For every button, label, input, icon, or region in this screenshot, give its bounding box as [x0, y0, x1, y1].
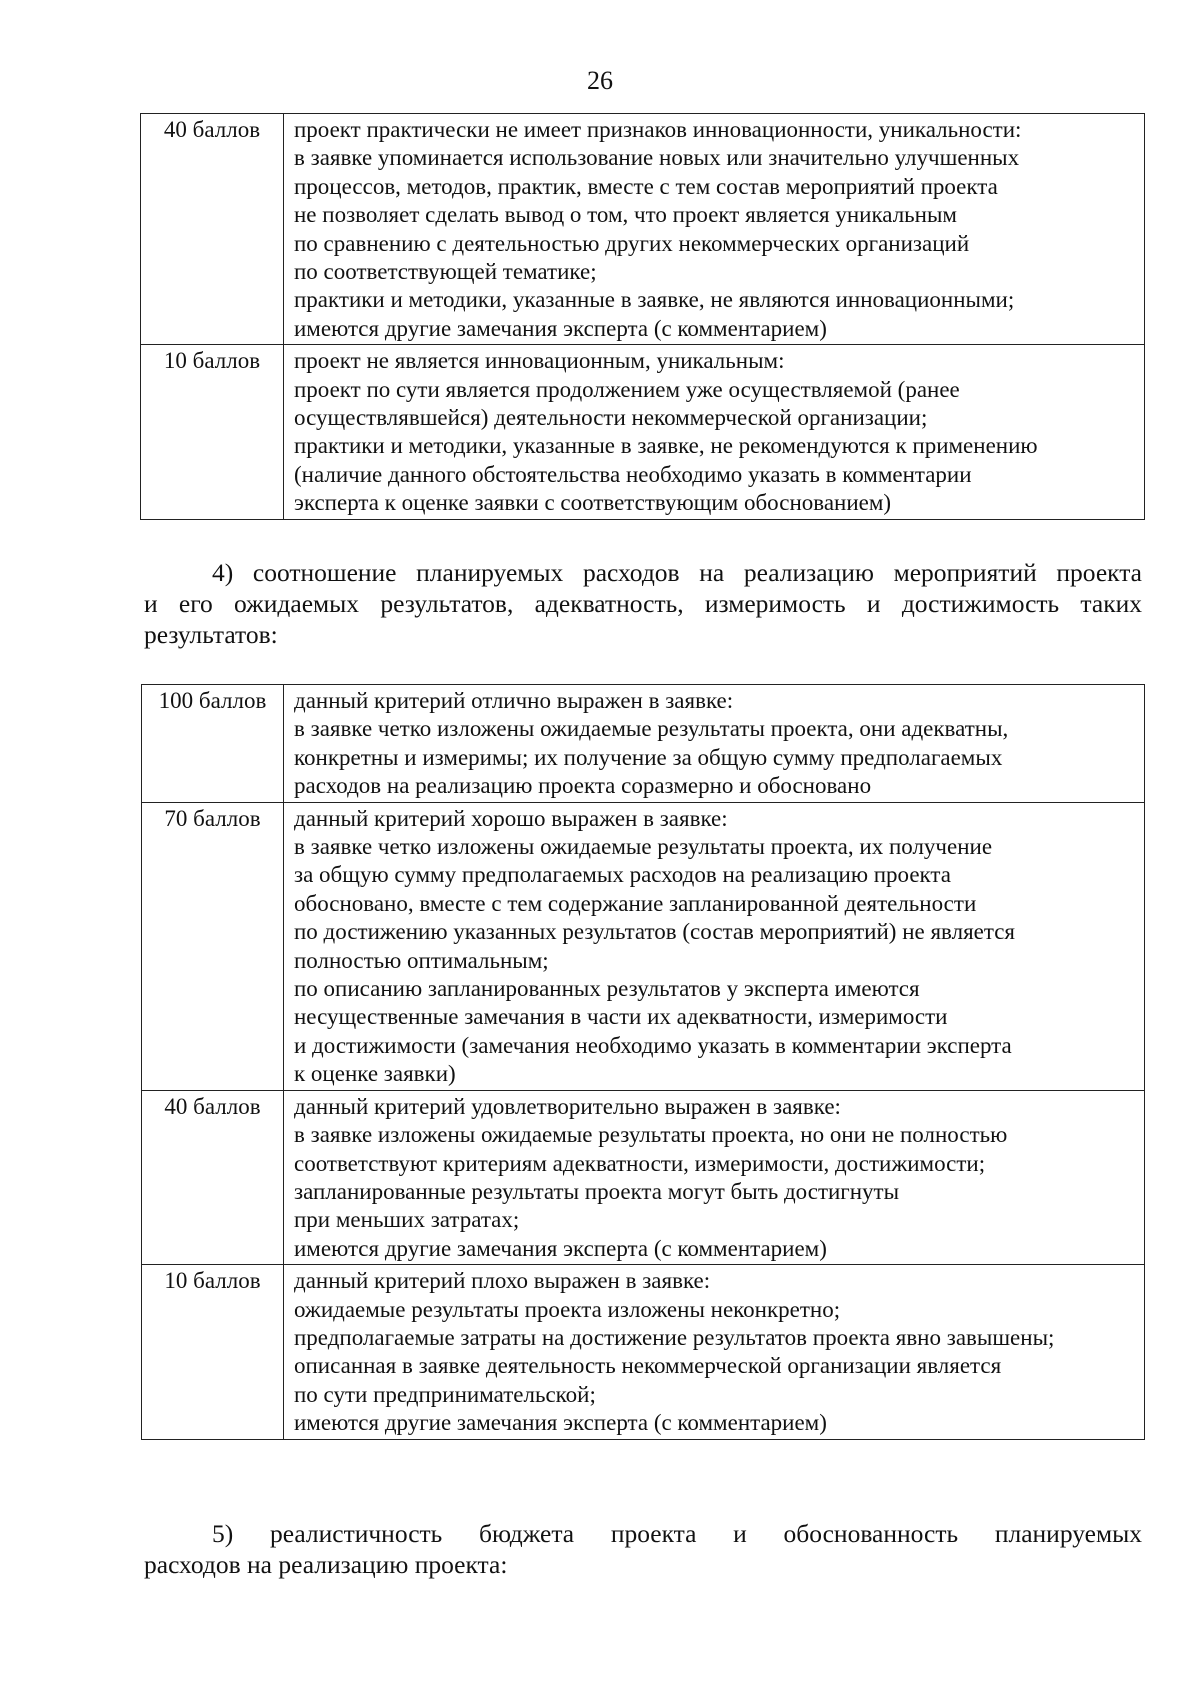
- description-line: эксперта к оценке заявки с соответствующим обоснованием): [294, 490, 892, 516]
- criteria-table-innovation: [140, 113, 1145, 520]
- description-line: имеются другие замечания эксперта (с комментарием): [294, 1235, 827, 1261]
- description-line: по сравнению с деятельностью других некоммерческих организаций: [294, 230, 970, 256]
- criterion-4-paragraph: [144, 557, 1142, 650]
- score-cell: 40 баллов: [141, 114, 284, 345]
- criterion-5-paragraph: [144, 1518, 1142, 1580]
- description-line: запланированные результаты проекта могут быть достигнуты: [294, 1178, 900, 1204]
- description-line: по сути предпринимательской;: [294, 1381, 596, 1407]
- paragraph-line: 4) соотношение планируемых расходов на реализацию мероприятий проекта: [212, 558, 1142, 587]
- description-line: данный критерий удовлетворительно выражен в заявке:: [294, 1093, 841, 1119]
- description-cell: [284, 1265, 1145, 1439]
- description-line: в заявке упоминается использование новых или значительно улучшенных: [294, 145, 1020, 171]
- description-line: к оценке заявки): [294, 1061, 456, 1087]
- description-line: данный критерий хорошо выражен в заявке:: [294, 805, 728, 831]
- description-cell: [284, 802, 1145, 1090]
- description-line: обосновано, вместе с тем содержание запланированной деятельности: [294, 890, 977, 916]
- description-line: проект не является инновационным, уникальным:: [294, 348, 785, 374]
- score-cell: 40 баллов: [142, 1090, 284, 1264]
- score-cell: 100 баллов: [142, 685, 284, 803]
- description-line: в заявке четко изложены ожидаемые результаты проекта, они адекватны,: [294, 716, 1009, 742]
- criteria-table-results: [141, 684, 1145, 1440]
- paragraph-line: расходов на реализацию проекта:: [144, 1550, 508, 1579]
- description-line: несущественные замечания в части их адекватности, измеримости: [294, 1004, 948, 1030]
- description-line: данный критерий плохо выражен в заявке:: [294, 1268, 711, 1294]
- description-cell: [284, 345, 1145, 519]
- description-cell: [284, 114, 1145, 345]
- description-line: осуществлявшейся) деятельности некоммерческой организации;: [294, 405, 928, 431]
- description-cell: [284, 1090, 1145, 1264]
- description-line: в заявке изложены ожидаемые результаты проекта, но они не полностью: [294, 1122, 1008, 1148]
- description-line: описанная в заявке деятельность некоммерческой организации является: [294, 1353, 1002, 1379]
- description-line: проект по сути является продолжением уже осуществляемой (ранее: [294, 376, 960, 402]
- description-line: данный критерий отлично выражен в заявке:: [294, 688, 734, 713]
- description-line: практики и методики, указанные в заявке, не являются инновационными;: [294, 287, 1015, 313]
- score-cell: 10 баллов: [141, 345, 284, 519]
- description-line: по достижению указанных результатов (состав мероприятий) не является: [294, 919, 1015, 945]
- description-line: соответствуют критериям адекватности, измеримости, достижимости;: [294, 1150, 986, 1176]
- description-cell: [284, 685, 1145, 803]
- table-row: [142, 802, 1145, 1090]
- table-row: [142, 685, 1145, 803]
- description-line: по соответствующей тематике;: [294, 259, 597, 285]
- description-line: имеются другие замечания эксперта (с комментарием): [294, 315, 827, 341]
- description-line: имеются другие замечания эксперта (с комментарием): [294, 1410, 827, 1436]
- page-number: 26: [587, 66, 613, 95]
- description-line: не позволяет сделать вывод о том, что проект является уникальным: [294, 202, 957, 228]
- description-line: (наличие данного обстоятельства необходимо указать в комментарии: [294, 461, 972, 487]
- description-line: проект практически не имеет признаков инновационности, уникальности:: [294, 117, 1022, 142]
- paragraph-line: и его ожидаемых результатов, адекватность, измеримость и достижимость таких: [144, 589, 1142, 618]
- description-line: и достижимости (замечания необходимо указать в комментарии эксперта: [294, 1032, 1012, 1058]
- table-row: [141, 345, 1145, 519]
- table-row: [141, 114, 1145, 345]
- description-line: за общую сумму предполагаемых расходов на реализацию проекта: [294, 862, 951, 888]
- description-line: ожидаемые результаты проекта изложены неконкретно;: [294, 1296, 841, 1322]
- description-line: конкретны и измеримы; их получение за общую сумму предполагаемых: [294, 744, 1003, 770]
- description-line: расходов на реализацию проекта соразмерно и обосновано: [294, 773, 872, 799]
- description-line: процессов, методов, практик, вместе с тем состав мероприятий проекта: [294, 173, 998, 199]
- description-line: предполагаемые затраты на достижение результатов проекта явно завышены;: [294, 1324, 1055, 1350]
- table-row: [142, 1090, 1145, 1264]
- paragraph-line: результатов:: [144, 620, 278, 649]
- score-cell: 10 баллов: [142, 1265, 284, 1439]
- paragraph-line: 5) реалистичность бюджета проекта и обоснованность планируемых: [212, 1519, 1142, 1548]
- description-line: при меньших затратах;: [294, 1207, 520, 1233]
- score-cell: 70 баллов: [142, 802, 284, 1090]
- table-row: [142, 1265, 1145, 1439]
- description-line: полностью оптимальным;: [294, 947, 549, 973]
- description-line: по описанию запланированных результатов у эксперта имеются: [294, 976, 920, 1002]
- description-line: практики и методики, указанные в заявке, не рекомендуются к применению: [294, 433, 1038, 459]
- description-line: в заявке четко изложены ожидаемые результаты проекта, их получение: [294, 834, 993, 860]
